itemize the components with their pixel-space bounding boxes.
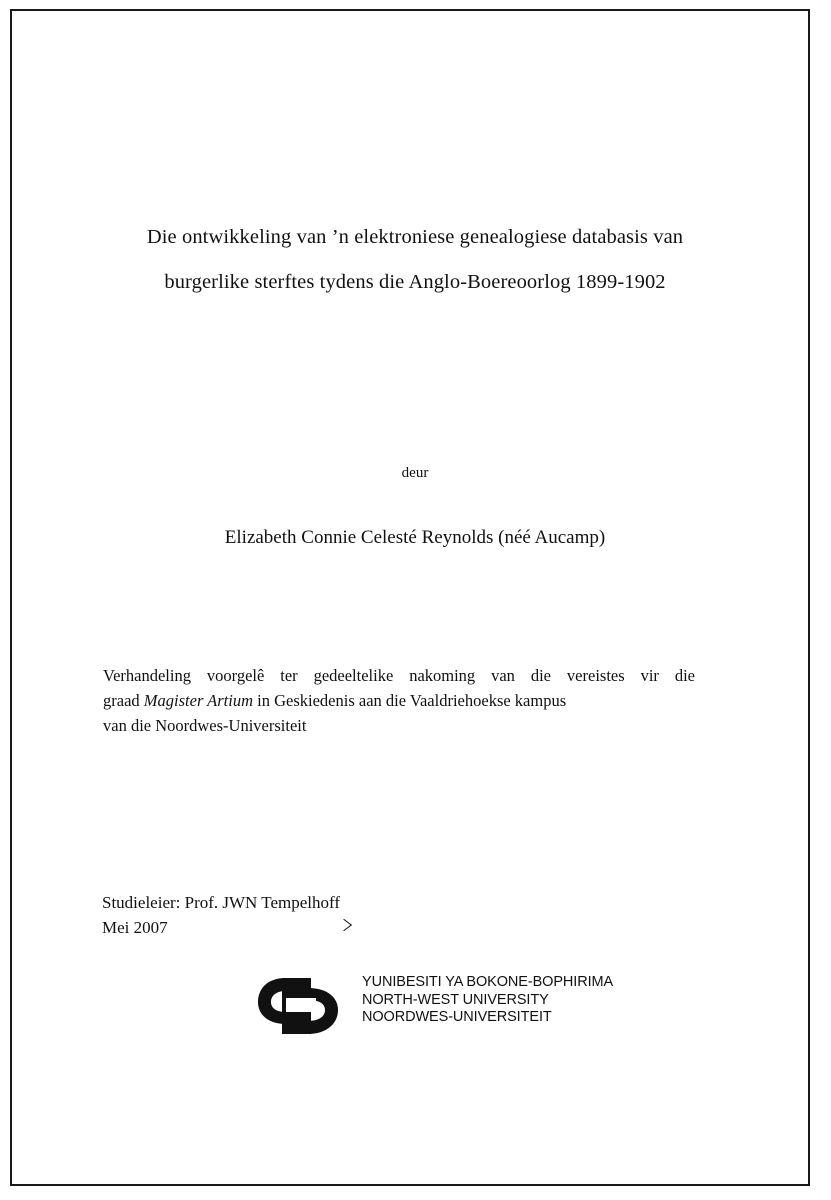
- north-west-university-logo-mark-icon: [252, 972, 356, 1040]
- degree-statement-line-2-suffix: in Geskiedenis aan die Vaaldriehoekse kampus: [253, 691, 567, 710]
- by-label: deur: [401, 465, 429, 481]
- supervisor-name: Studieleier: Prof. JWN Tempelhoff: [102, 893, 341, 912]
- supervisor-block: [102, 890, 340, 940]
- degree-statement-line-1: Verhandeling voorgelê ter gedeeltelike nakoming van die vereistes vir die: [103, 666, 695, 685]
- logo-text-line-2: NORTH-WEST UNIVERSITY: [362, 991, 549, 1008]
- title-line-2: burgerlike sterftes tydens die Anglo-Boereoorlog 1899-1902: [164, 271, 666, 293]
- degree-statement: [103, 663, 695, 738]
- page-title: [100, 215, 730, 305]
- title-line-1: Die ontwikkeling van ’n elektroniese genealogiese databasis van: [146, 226, 684, 248]
- degree-statement-line-3: van die Noordwes-Universiteit: [103, 716, 307, 735]
- submission-date: Mei 2007: [102, 915, 340, 940]
- logo-text-line-3: NOORDWES-UNIVERSITEIT: [362, 1009, 552, 1025]
- university-logo: [252, 970, 632, 1042]
- degree-statement-line-2: [103, 688, 695, 713]
- university-logo-text: [362, 974, 613, 1027]
- degree-name-italic: Magister Artium: [143, 691, 254, 710]
- page-content: [100, 60, 730, 1140]
- degree-statement-line-2-prefix: graad: [103, 691, 144, 710]
- author-name: Elizabeth Connie Celesté Reynolds (néé Aucamp): [224, 527, 606, 548]
- logo-text-line-1: YUNIBESITI YA BOKONE-BOPHIRIMA: [362, 974, 614, 990]
